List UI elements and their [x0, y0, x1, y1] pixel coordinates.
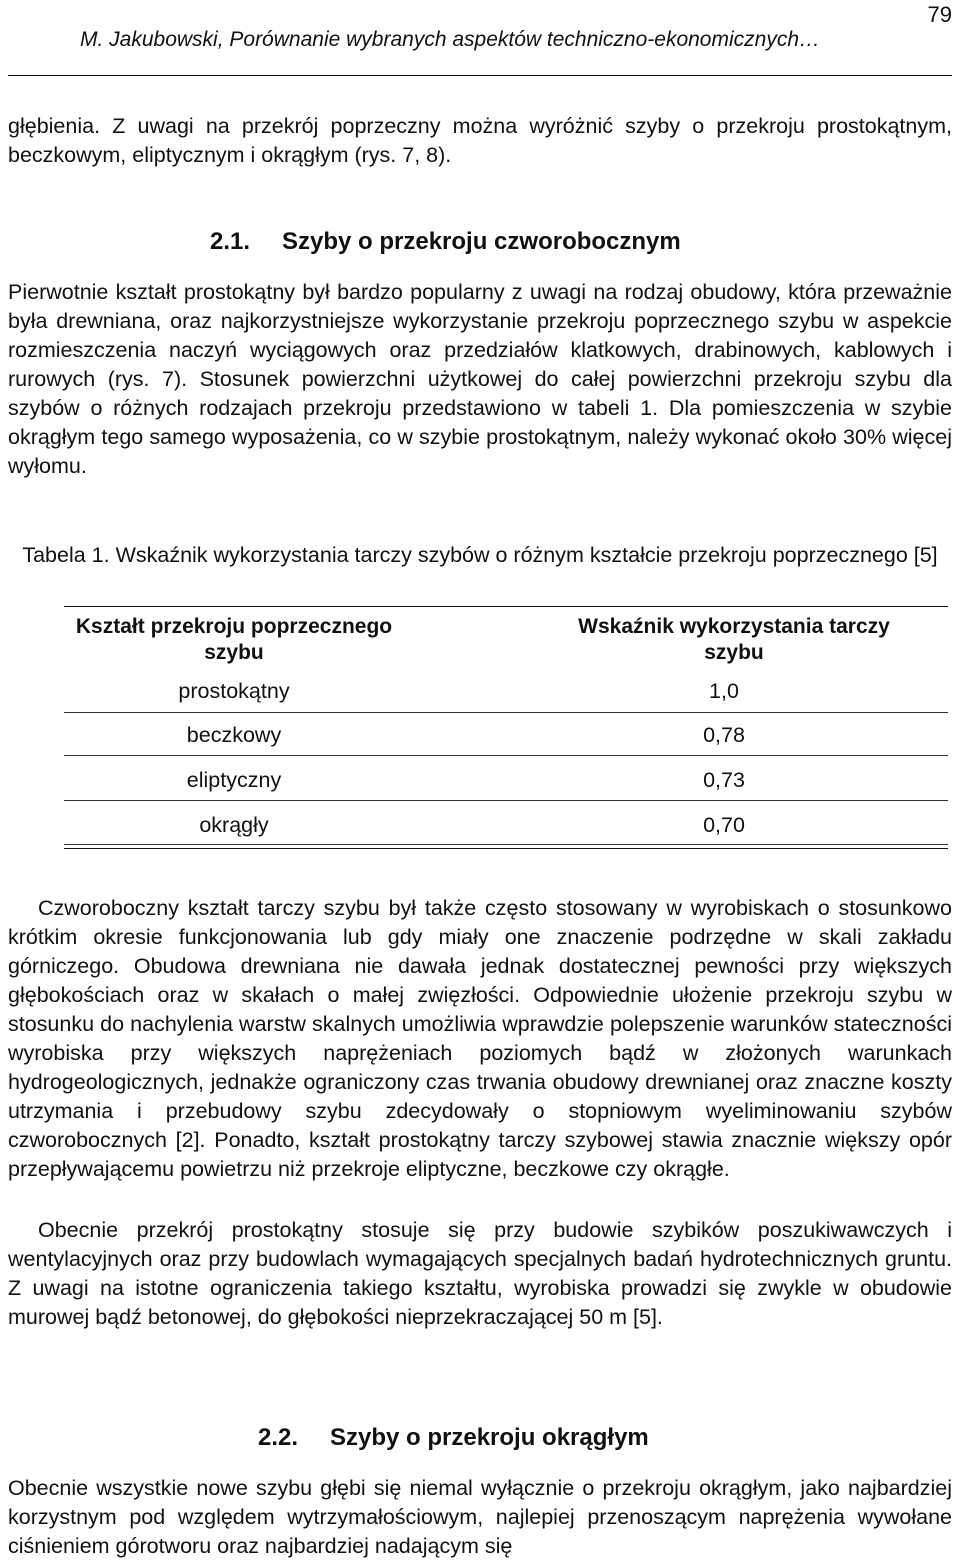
section-number: 2.1.	[210, 228, 251, 255]
row-value: 0,78	[703, 723, 745, 747]
section-2-2-paragraph: Obecnie wszystkie nowe szybu głębi się niemal wyłącznie o przekroju okrągłym, jako najbardziej korzystnym pod względem wytrzymałościowym, najlepiej przenoszącym naprężenia wywołane ciśnieniem górotworu oraz najbardziej nadającym się	[8, 1476, 952, 1558]
running-title: M. Jakubowski, Porównanie wybranych aspektów techniczno-ekonomicznych…	[80, 28, 821, 51]
section-title: Szyby o przekroju okrągłym	[330, 1424, 649, 1451]
intro-paragraph: głębienia. Z uwagi na przekrój poprzeczny można wyróżnić szyby o przekroju prostokątnym, beczkowym, eliptycznym i okrągłym (rys. 7, 8).	[8, 114, 952, 167]
table-header-index: Wskaźnik wykorzystania tarczy szybu	[578, 615, 890, 664]
section-title: Szyby o przekroju czworobocznym	[282, 228, 681, 255]
row-value: 1,0	[709, 679, 739, 703]
body-paragraph-1: Czworoboczny kształt tarczy szybu był także często stosowany w wyrobiskach o stosunkowo krótkim okresie funkcjonowania lub gdy miały one znaczenie podrzędne w skali zakładu górniczego. Obudowa drewniana nie dawała jednak dostatecznej pewności przy większych głębokościach oraz w skałach o małej zwięzłości. Odpowiednie ułożenie przekroju szybu w stosunku do nachylenia warstw skalnych umożliwia wprawdzie polepszenie warunków stateczności wyrobiska przy większych naprężeniach poziomych bądź w złożonych warunkach hydrogeologicznych, jednakże ograniczony czas trwania obudowy drewnianej oraz znaczne koszty utrzymania i przebudowy szybu zdecydowały o stopniowym wyeliminowaniu szybów czworobocznych [2]. Ponadto, kształt prostokątny tarczy szybowej stawia znacznie większy opór przepływającemu powietrzu niż przekroje eliptyczne, beczkowe czy okrągłe.	[8, 896, 952, 1181]
row-shape: eliptyczny	[186, 768, 282, 792]
table-row-rule	[64, 800, 948, 801]
table-top-rule	[64, 606, 948, 607]
page-number: 79	[927, 2, 952, 27]
row-shape: prostokątny	[178, 679, 290, 703]
body-paragraph-2: Obecnie przekrój prostokątny stosuje się przy budowie szybików poszukiwawczych i wentylacyjnych oraz przy budowlach wymagających specjalnych badań hydrotechnicznych gruntu. Z uwagi na istotne ograniczenia takiego kształtu, wyrobiska prowadzi się zwykle w obudowie murowej bądź betonowej, do głębokości nieprzekraczającej 50 m [5].	[8, 1218, 952, 1329]
section-heading-2-1	[210, 228, 681, 256]
table-row-rule	[64, 844, 948, 845]
row-value: 0,70	[703, 813, 745, 837]
header-divider	[8, 75, 952, 76]
table-bottom-rule	[64, 848, 948, 849]
section-number: 2.2.	[258, 1424, 299, 1451]
row-shape: beczkowy	[186, 723, 282, 747]
table-row-rule	[64, 755, 948, 756]
table-caption: Tabela 1. Wskaźnik wykorzystania tarczy szybów o różnym kształcie przekroju poprzecznego [5]	[22, 543, 938, 567]
row-value: 0,73	[703, 768, 745, 792]
table-header-shape: Kształt przekroju poprzecznego szybu	[75, 615, 393, 664]
section-heading-2-2	[258, 1424, 649, 1452]
table-header-rule	[64, 712, 948, 713]
row-shape: okrągły	[199, 813, 269, 837]
section-2-1-paragraph: Pierwotnie kształt prostokątny był bardzo popularny z uwagi na rodzaj obudowy, która przeważnie była drewniana, oraz najkorzystniejsze wykorzystanie przekroju poprzecznego szybu w aspekcie rozmieszczenia naczyń wyciągowych oraz przedziałów klatkowych, drabinowych, kablowych i rurowych (rys. 7). Stosunek powierzchni użytkowej do całej powierzchni przekroju szybu dla szybów o różnych rodzajach przekroju przedstawiono w tabeli 1. Dla pomieszczenia w szybie okrągłym tego samego wyposażenia, co w szybie prostokątnym, należy wykonać około 30% więcej wyłomu.	[8, 280, 952, 478]
